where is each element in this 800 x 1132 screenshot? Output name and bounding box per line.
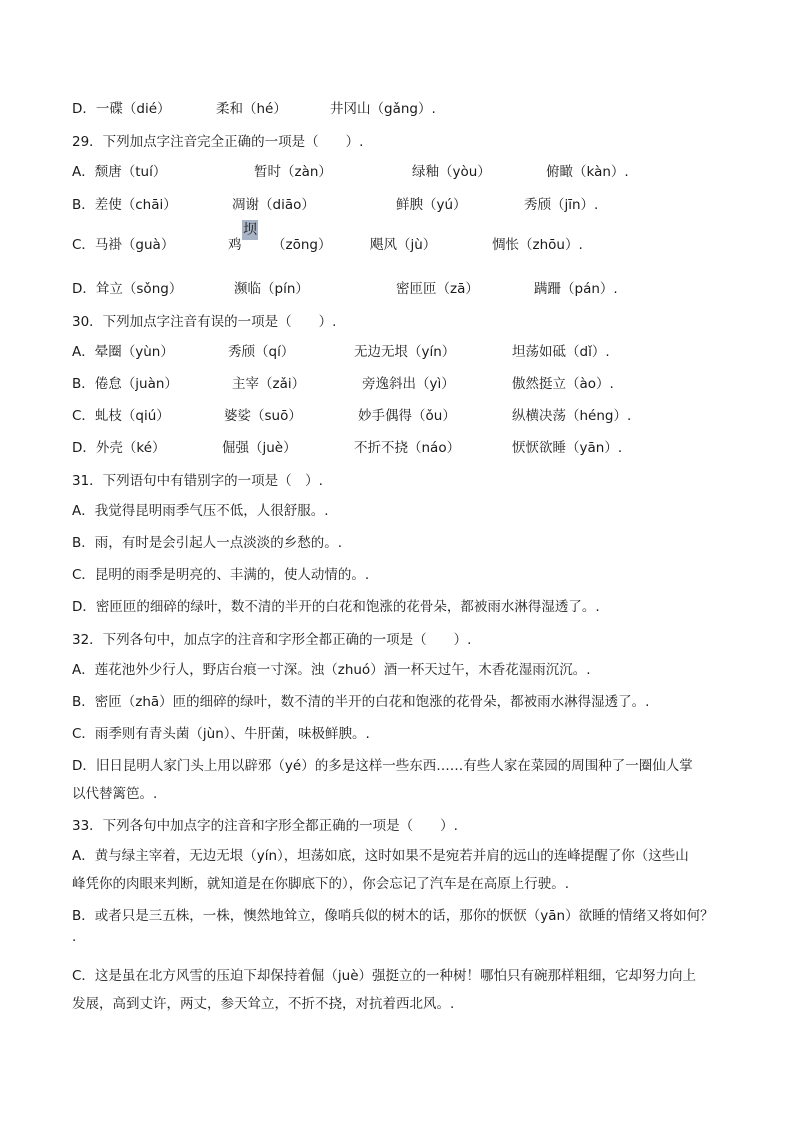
option-item: 主宰（zǎi） <box>232 376 306 392</box>
text-line: 29．下列加点字注音完全正确的一项是（ ）. <box>72 134 364 150</box>
option-item: 绿釉（yòu） <box>412 164 491 180</box>
option-row <box>72 236 732 254</box>
option-item: D．耸立（sǒng） <box>72 281 183 297</box>
option-item: C．虬枝（qiú） <box>72 408 170 424</box>
text-line: 发展，高到丈许，两丈，参天耸立，不折不挠，对抗着西北风。. <box>72 996 455 1012</box>
text-line: 以代替篱笆。. <box>72 786 158 802</box>
option-item: A．颓唐（tuí） <box>72 164 167 180</box>
option-item: 妙手偶得（ǒu） <box>358 408 456 424</box>
option-item: 飓风（jù） <box>370 237 437 253</box>
option-item: 秀颀（jīn）. <box>524 197 599 213</box>
option-row <box>72 280 732 298</box>
option-item: 鸡 <box>228 237 242 253</box>
option-item: 坦荡如砥（dǐ）. <box>512 344 610 360</box>
option-item: C．马褂（guà） <box>72 237 175 253</box>
text-line: B．雨，有时是会引起人一点淡淡的乡愁的。. <box>72 535 343 551</box>
text-line: A．我觉得昆明雨季气压不低，人很舒服。. <box>72 503 329 519</box>
option-item: 恹恹欲睡（yān）. <box>512 440 623 456</box>
option-item: 俯瞰（kàn）. <box>546 164 629 180</box>
text-line: 31．下列语句中有错别字的一项是（ ）. <box>72 473 323 489</box>
text-line: C．昆明的雨季是明亮的、丰满的，使人动情的。. <box>72 567 370 583</box>
text-line: D．密匝匝的细碎的绿叶，数不清的半开的白花和饱涨的花骨朵，都被雨水淋得湿透了。. <box>72 599 600 615</box>
option-row <box>72 100 732 118</box>
option-row <box>72 343 732 361</box>
text-line: B．密匝（zhā）匝的细碎的绿叶，数不清的半开的白花和饱涨的花骨朵，都被雨水淋得湿透了。. <box>72 694 650 710</box>
text-line: A．黄与绿主宰着，无边无垠（yín），坦荡如底，这时如果不是宛若并肩的远山的连峰提醒了你（这些山 <box>72 848 689 864</box>
option-item: 濒临（pín） <box>234 281 309 297</box>
option-item: B．倦怠（juàn） <box>72 376 178 392</box>
option-row <box>72 407 732 425</box>
option-item: 不折不挠（náo） <box>354 440 461 456</box>
option-item: 倔强（juè） <box>222 440 297 456</box>
option-item: D．一碟（dié） <box>72 101 171 117</box>
option-item: 凋谢（diāo） <box>232 197 315 213</box>
text-line: A．莲花池外少行人，野店台痕一寸深。浊（zhuó）酒一杯天过午，木香花湿雨沉沉。. <box>72 662 591 678</box>
option-item: 鲜腴（yú） <box>396 197 467 213</box>
text-line: 33．下列各句中加点字的注音和字形全都正确的一项是（ ）. <box>72 818 458 834</box>
option-item: （zōng） <box>272 237 332 253</box>
option-item: D．外壳（ké） <box>72 440 166 456</box>
option-item: 柔和（hé） <box>216 101 287 117</box>
option-item: 密匝匝（zā） <box>396 281 479 297</box>
text-line: 峰凭你的肉眼来判断，就知道是在你脚底下的），你会忘记了汽车是在高原上行驶。. <box>72 876 570 892</box>
option-item: B．差使（chāi） <box>72 197 177 213</box>
option-item: 蹒跚（pán）. <box>534 281 618 297</box>
option-item: 秀颀（qí） <box>228 344 295 360</box>
option-item: 井冈山（gǎng）. <box>330 101 436 117</box>
text-line: C．雨季则有青头菌（jùn）、牛肝菌，味极鲜腴。. <box>72 726 370 742</box>
option-row <box>72 196 732 214</box>
option-row <box>72 163 732 181</box>
option-item: 无边无垠（yín） <box>354 344 456 360</box>
text-line: C．这是虽在北方风雪的压迫下却保持着倔（juè）强挺立的一种树！哪怕只有碗那样粗细，它却努力向上 <box>72 968 697 984</box>
text-line: 30．下列加点字注音有误的一项是（ ）. <box>72 314 337 330</box>
highlighted-char: 坝 <box>243 222 257 238</box>
text-line: 32．下列各句中，加点字的注音和字形全都正确的一项是（ ）. <box>72 632 472 648</box>
option-item: 傲然挺立（ào）. <box>512 376 614 392</box>
text-line: . <box>72 929 77 945</box>
option-item: 旁逸斜出（yì） <box>362 376 455 392</box>
option-item: 暂时（zàn） <box>254 164 332 180</box>
text-line: D．旧日昆明人家门头上用以辟邪（yé）的多是这样一些东西……有些人家在菜园的周围种了一圈仙人掌 <box>72 758 693 774</box>
option-item: 婆娑（suō） <box>224 408 302 424</box>
option-item: 惆怅（zhōu）. <box>492 237 583 253</box>
text-line: B．或者只是三五株，一株，懊然地耸立，像哨兵似的树木的话，那你的恹恹（yān）欲睡的情绪又将如何？ <box>72 908 714 924</box>
option-row <box>72 375 732 393</box>
option-item: A．晕圈（yùn） <box>72 344 174 360</box>
option-row <box>72 439 732 457</box>
option-item: 纵横决荡（héng）. <box>512 408 632 424</box>
